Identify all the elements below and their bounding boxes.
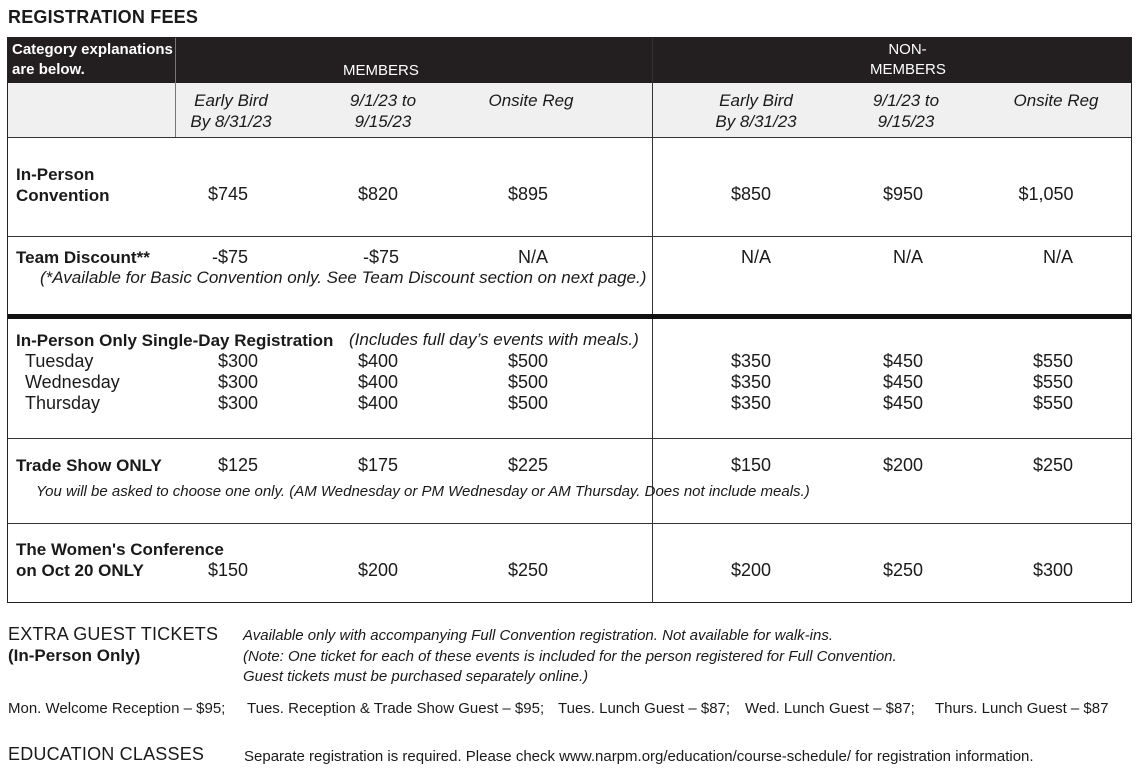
guest-ticket-item: Thurs. Lunch Guest – $87: [935, 700, 1109, 717]
price-cell: $950: [882, 184, 924, 204]
price-cell: N/A: [740, 247, 771, 267]
row-label-single-day: In-Person Only Single-Day Registration: [16, 331, 334, 350]
column-header-onsite: [1001, 90, 1111, 111]
price-cell: $450: [882, 393, 924, 413]
price-cell: $200: [730, 560, 772, 580]
price-cell: $400: [357, 351, 399, 371]
column-header-regular: [851, 90, 961, 132]
price-cell: $400: [357, 372, 399, 392]
row-label-line: The Women's Conference: [16, 540, 224, 559]
column-header-line: 9/1/23 to: [872, 91, 940, 110]
day-label: Wednesday: [25, 372, 120, 392]
table-header-band: [8, 38, 1131, 83]
column-header-early-bird: [176, 90, 286, 132]
price-cell: $745: [207, 184, 249, 204]
price-cell: $350: [730, 393, 772, 413]
price-cell: $125: [217, 455, 259, 475]
extra-guest-text: Guest tickets must be purchased separately online.): [243, 668, 589, 685]
price-cell: $300: [217, 351, 259, 371]
column-header-line: By 8/31/23: [190, 112, 272, 131]
price-cell: $300: [217, 393, 259, 413]
column-header-line: 9/1/23 to: [349, 91, 417, 110]
page-title: REGISTRATION FEES: [8, 7, 199, 27]
education-title: EDUCATION CLASSES: [8, 744, 205, 764]
education-text: Separate registration is required. Please check www.narpm.org/education/course-schedule/ for registration information.: [244, 748, 1034, 765]
row-label-line: on Oct 20 ONLY: [16, 561, 144, 580]
price-cell: $225: [507, 455, 549, 475]
price-cell: -$75: [211, 247, 249, 267]
members-nonmembers-divider: [652, 38, 653, 603]
row-label-in-person: [16, 164, 110, 206]
day-label: Tuesday: [25, 351, 94, 371]
price-cell: $350: [730, 372, 772, 392]
column-header-onsite: [476, 90, 586, 111]
divider: [8, 236, 1131, 237]
price-cell: $200: [357, 560, 399, 580]
row-label-trade-show: Trade Show ONLY: [16, 456, 162, 475]
extra-guest-text: Available only with accompanying Full Convention registration. Not available for walk-ins.: [243, 627, 834, 644]
extra-guest-title: EXTRA GUEST TICKETS: [8, 624, 219, 644]
column-header-early-bird: [701, 90, 811, 132]
price-cell: N/A: [892, 247, 923, 267]
price-cell: $895: [507, 184, 549, 204]
price-cell: $450: [882, 372, 924, 392]
column-header-line: Early Bird: [719, 91, 793, 110]
price-cell: $850: [730, 184, 772, 204]
price-cell: N/A: [517, 247, 548, 267]
price-cell: -$75: [362, 247, 400, 267]
price-cell: $175: [357, 455, 399, 475]
extra-guest-text: (Note: One ticket for each of these events is included for the person registered for Full Convention.: [243, 648, 897, 665]
row-label-line: Convention: [16, 186, 110, 205]
price-cell: $500: [507, 351, 549, 371]
divider: [8, 137, 1131, 138]
nonmembers-header: MEMBERS: [870, 61, 946, 78]
nonmembers-header: NON-: [888, 41, 927, 58]
price-cell: $550: [1032, 393, 1074, 413]
divider: [8, 438, 1131, 439]
trade-show-note: You will be asked to choose one only. (AM Wednesday or PM Wednesday or AM Thursday. Does not include meals.): [36, 483, 810, 500]
column-header-line: 9/15/23: [354, 112, 412, 131]
single-day-note: (Includes full day’s events with meals.): [349, 330, 639, 349]
price-cell: $150: [207, 560, 249, 580]
guest-ticket-item: Tues. Lunch Guest – $87;: [558, 700, 731, 717]
extra-guest-subtitle: (In-Person Only): [8, 646, 141, 665]
guest-ticket-item: Mon. Welcome Reception – $95;: [8, 700, 226, 717]
column-header-line: Onsite Reg: [488, 91, 574, 110]
day-label: Thursday: [25, 393, 101, 413]
price-cell: $250: [882, 560, 924, 580]
price-cell: $1,050: [1018, 184, 1074, 204]
column-header-line: By 8/31/23: [715, 112, 797, 131]
category-label: Category explanations: [12, 41, 173, 58]
thick-divider: [8, 314, 1131, 319]
price-cell: $400: [357, 393, 399, 413]
price-cell: N/A: [1042, 247, 1073, 267]
row-label-team-discount: Team Discount**: [16, 248, 150, 267]
members-header: MEMBERS: [343, 62, 419, 79]
category-label: are below.: [12, 61, 85, 78]
team-discount-note: (*Available for Basic Convention only. See Team Discount section on next page.): [40, 268, 647, 287]
price-cell: $250: [507, 560, 549, 580]
price-cell: $200: [882, 455, 924, 475]
column-header-line: Early Bird: [194, 91, 268, 110]
price-cell: $450: [882, 351, 924, 371]
price-cell: $820: [357, 184, 399, 204]
price-cell: $300: [217, 372, 259, 392]
column-header-regular: [328, 90, 438, 132]
price-cell: $500: [507, 372, 549, 392]
price-cell: $550: [1032, 372, 1074, 392]
guest-ticket-item: Tues. Reception & Trade Show Guest – $95;: [247, 700, 545, 717]
column-header-line: 9/15/23: [877, 112, 935, 131]
price-cell: $150: [730, 455, 772, 475]
row-label-line: In-Person: [16, 165, 95, 184]
price-cell: $250: [1032, 455, 1074, 475]
column-header-line: Onsite Reg: [1013, 91, 1099, 110]
price-cell: $500: [507, 393, 549, 413]
price-cell: $300: [1032, 560, 1074, 580]
guest-ticket-item: Wed. Lunch Guest – $87;: [745, 700, 915, 717]
divider: [8, 523, 1131, 524]
price-cell: $550: [1032, 351, 1074, 371]
price-cell: $350: [730, 351, 772, 371]
